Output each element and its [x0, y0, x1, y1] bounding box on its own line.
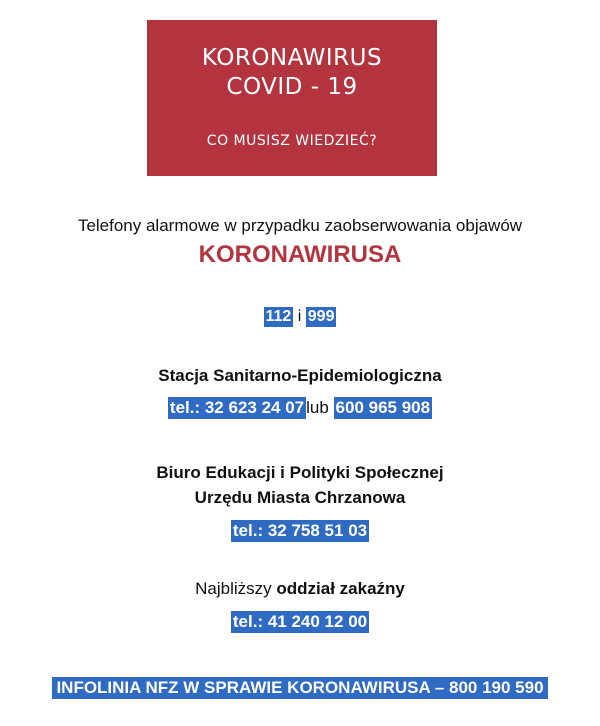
oddzial-prefix: Najbliższy [195, 579, 272, 598]
covid-banner [147, 20, 437, 176]
stacja-connector: lub [306, 398, 329, 417]
emergency-connector: i [297, 308, 302, 325]
oddzial-phone-row [0, 611, 600, 633]
stacja-name: Stacja Sanitarno-Epidemiologiczna [158, 366, 442, 385]
banner-title: KORONAWIRUS [201, 45, 383, 71]
emergency-numbers [0, 306, 600, 328]
oddzial-label [0, 578, 600, 600]
oddzial-name: oddział zakaźny [276, 579, 405, 598]
biuro-phone[interactable]: tel.: 32 758 51 03 [232, 521, 368, 540]
stacja-phones [0, 397, 600, 419]
oddzial-phone[interactable]: tel.: 41 240 12 00 [232, 612, 368, 631]
infolinia-row [0, 677, 600, 699]
stacja-phone-1[interactable]: tel.: 32 623 24 07 [169, 398, 305, 417]
intro-text: Telefony alarmowe w przypadku zaobserwowania objawów [77, 216, 523, 235]
headline: KORONAWIRUSA [198, 241, 402, 268]
banner-subtitle-covid: COVID - 19 [226, 74, 358, 100]
emergency-number-112[interactable]: 112 [265, 308, 292, 325]
infolinia-hotline[interactable]: INFOLINIA NFZ W SPRAWIE KORONAWIRUSA – 800 190 590 [52, 677, 547, 699]
biuro-name-line2: Urzędu Miasta Chrzanowa [194, 488, 406, 507]
biuro-name-line1: Biuro Edukacji i Polityki Społecznej [156, 463, 444, 482]
stacja-phone-2[interactable]: 600 965 908 [335, 398, 431, 417]
emergency-number-999[interactable]: 999 [307, 308, 335, 325]
banner-question: CO MUSISZ WIEDZIEĆ? [206, 133, 378, 149]
biuro-phone-row [0, 520, 600, 542]
